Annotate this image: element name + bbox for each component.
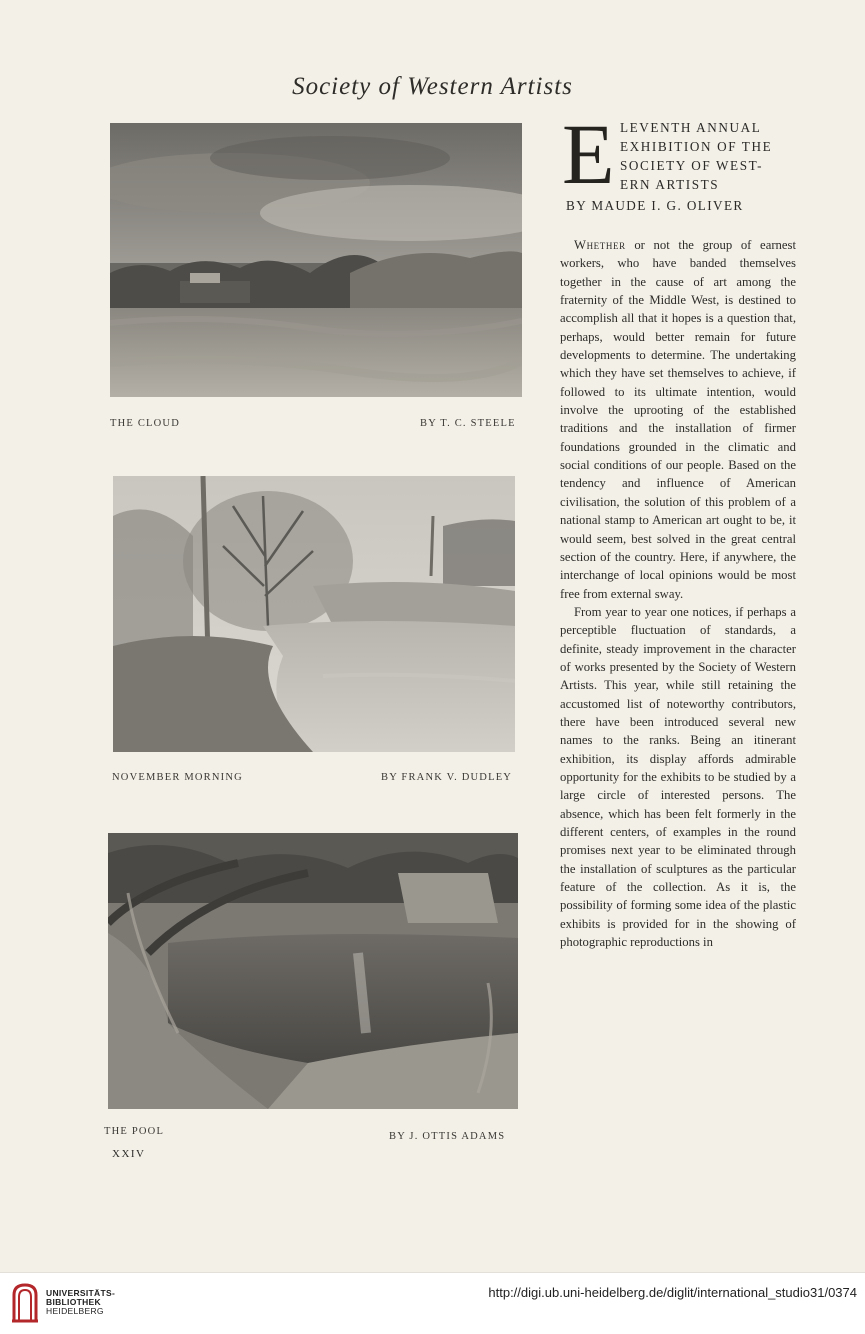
plate-the-pool xyxy=(108,833,518,1109)
title-line-3: SOCIETY OF WEST- xyxy=(620,158,764,173)
paragraph-1 xyxy=(560,236,796,603)
article-body xyxy=(560,236,796,951)
title-line-4: ERN ARTISTS xyxy=(620,177,720,192)
library-line-1: UNIVERSITÄTS- xyxy=(46,1288,116,1298)
drop-cap: E xyxy=(562,106,615,202)
landscape-image-cloud xyxy=(110,123,522,397)
article-title xyxy=(556,106,796,214)
landscape-image-pool xyxy=(108,833,518,1109)
landscape-image-november xyxy=(113,476,515,752)
article-column xyxy=(556,106,796,950)
library-name xyxy=(46,1289,115,1316)
library-footer xyxy=(0,1272,865,1334)
caption-artist-2: BY FRANK V. DUDLEY xyxy=(381,772,513,783)
caption-artist-1: BY T. C. STEELE xyxy=(420,418,516,429)
title-line-1: LEVENTH ANNUAL xyxy=(620,120,762,135)
caption-title-1: THE CLOUD xyxy=(110,418,181,429)
paragraph-2: From year to year one notices, if perhaps a perceptible fluctuation of standards, a definite, steady improvement in the character of works presented by the Society of Western Artists. This year, while still retaining the accustomed list of noteworthy contributors, there have been introduced several new names to the ranks. Being an itinerant exhibition, its display affords admirable opportunity for the exhibits to be studied by a large circle of interested persons. The absence, which has been felt formerly in the different centers, of examples in the round promises next year to be eliminated through the installation of sculptures as the particular feature of the collection. As it is, the possibility of forming some idea of the plastic exhibits is provided for in the showing of photographic reproductions in xyxy=(560,604,796,950)
caption-title-2: NOVEMBER MORNING xyxy=(112,772,243,783)
byline: BY MAUDE I. G. OLIVER xyxy=(566,198,744,213)
plate-november-morning xyxy=(113,476,515,752)
page-folio: XXIV xyxy=(112,1148,146,1160)
library-line-3: HEIDELBERG xyxy=(46,1306,104,1316)
library-logo-icon xyxy=(10,1281,40,1325)
plate-the-cloud xyxy=(110,123,522,397)
running-head: Society of Western Artists xyxy=(292,73,573,100)
caption-title-3: THE POOL xyxy=(104,1126,165,1137)
caption-artist-3: BY J. OTTIS ADAMS xyxy=(389,1131,506,1142)
paragraph-1-text: or not the group of earnest workers, who have banded themselves together in the cause of art among the fraternity of the Middle West, is destined to accomplish all that it hopes is a question that, perhaps, would better remain for future developments to determine. The undertaking which they have set themselves to achieve, if followed to its ultimate intention, would involve the uprooting of the established traditions and the installation of firmer foundations grounded in the climatic and social conditions of our people. Based on the tendency and influence of American civilisation, the solution of this problem of a national stamp to American art ought to be, it would seem, best solved in the great central section of the country. Here, if anywhere, the interchange of local opinions would be most free from external sway. xyxy=(560,238,796,601)
library-line-2: BIBLIOTHEK xyxy=(46,1297,101,1307)
source-url-link[interactable]: http://digi.ub.uni-heidelberg.de/diglit/international_studio31/0374 xyxy=(488,1285,857,1300)
title-line-2: EXHIBITION OF THE xyxy=(620,139,773,154)
lead-word: Whether xyxy=(574,238,626,252)
